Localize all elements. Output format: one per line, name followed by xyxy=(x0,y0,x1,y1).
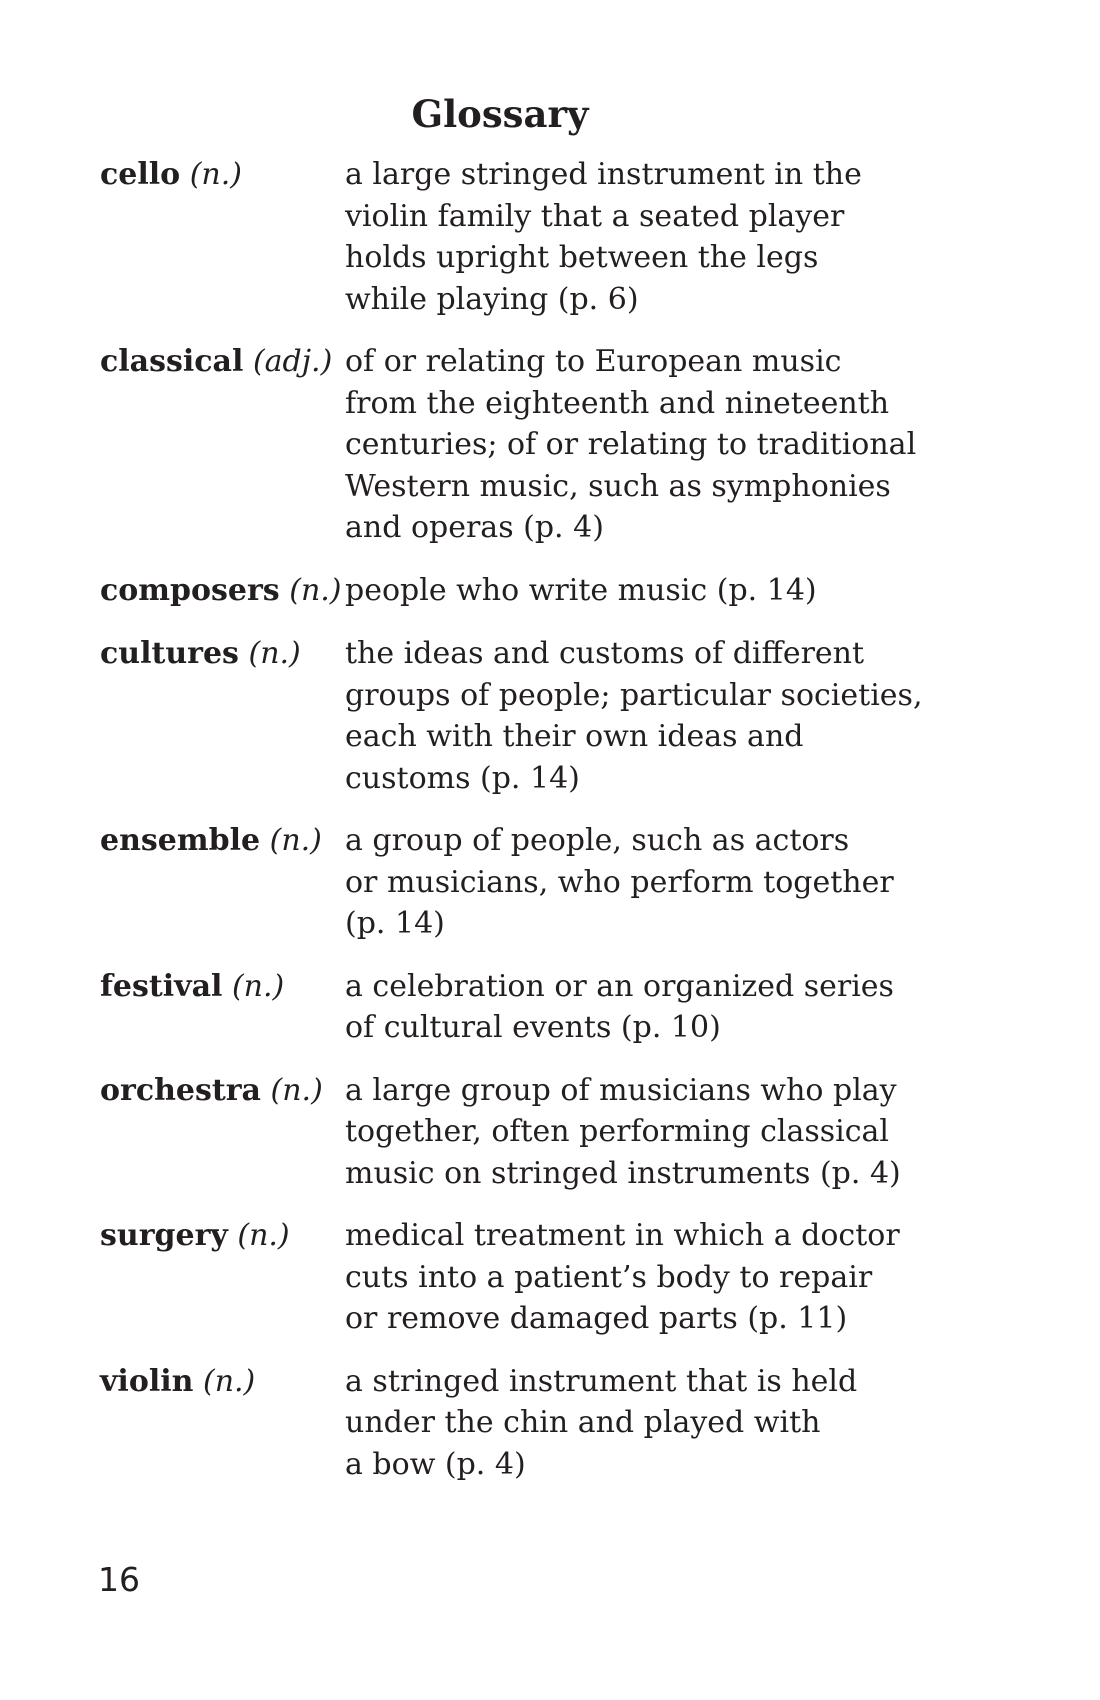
term-column xyxy=(100,1215,345,1340)
glossary-entry-composers xyxy=(100,570,960,612)
term: classical xyxy=(100,344,244,379)
term: ensemble xyxy=(100,823,261,858)
page-number: 16 xyxy=(98,1560,140,1599)
part-of-speech: (n.) xyxy=(248,636,301,671)
term: surgery xyxy=(100,1218,228,1253)
term-column xyxy=(100,570,345,612)
definition: a large stringed instrument in the violin family that a seated player holds upright between the legs while playing (p. 6) xyxy=(345,157,862,317)
term: composers xyxy=(100,572,280,608)
glossary-entry-cello xyxy=(100,154,960,320)
glossary-entry-festival xyxy=(100,966,960,1049)
term-column xyxy=(100,1070,345,1195)
term-column xyxy=(100,341,345,549)
part-of-speech: (n.) xyxy=(289,572,342,608)
definition: medical treatment in which a doctor cuts into a patient’s body to repair or remove damaged parts (p. 11) xyxy=(345,1218,900,1336)
definition: a group of people, such as actors or musicians, who perform together (p. 14) xyxy=(345,823,894,941)
term: cultures xyxy=(100,636,239,671)
glossary-list xyxy=(100,154,960,1506)
glossary-entry-cultures xyxy=(100,633,960,799)
part-of-speech: (n.) xyxy=(269,823,322,858)
term-column xyxy=(100,633,345,799)
term-column xyxy=(100,966,345,1049)
definition: a celebration or an organized series of cultural events (p. 10) xyxy=(345,968,894,1045)
page-title: Glossary xyxy=(411,92,589,136)
glossary-entry-orchestra xyxy=(100,1070,960,1195)
glossary-entry-classical xyxy=(100,341,960,549)
term: orchestra xyxy=(100,1072,261,1108)
term: violin xyxy=(100,1363,194,1399)
term-column xyxy=(100,820,345,945)
definition: of or relating to European music from the eighteenth and nineteenth centuries; of or relating to traditional Western music, such as symphonies and operas (p. 4) xyxy=(345,344,917,545)
glossary-entry-violin xyxy=(100,1361,960,1486)
definition: a stringed instrument that is held under the chin and played with a bow (p. 4) xyxy=(345,1363,858,1482)
part-of-speech: (n.) xyxy=(237,1218,290,1253)
definition: people who write music (p. 14) xyxy=(345,572,817,608)
term: cello xyxy=(100,157,181,192)
definition: a large group of musicians who play together, often performing classical music on stringed instruments (p. 4) xyxy=(345,1072,901,1191)
part-of-speech: (n.) xyxy=(189,157,242,192)
part-of-speech: (n.) xyxy=(203,1363,256,1399)
definition: the ideas and customs of different groups of people; particular societies, each with their own ideas and customs (p. 14) xyxy=(345,636,923,796)
term-column xyxy=(100,154,345,320)
glossary-entry-surgery xyxy=(100,1215,960,1340)
term-column xyxy=(100,1361,345,1486)
glossary-entry-ensemble xyxy=(100,820,960,945)
part-of-speech: (n.) xyxy=(231,968,285,1004)
part-of-speech: (adj.) xyxy=(252,344,333,379)
part-of-speech: (n.) xyxy=(270,1072,323,1108)
term: festival xyxy=(100,968,223,1004)
